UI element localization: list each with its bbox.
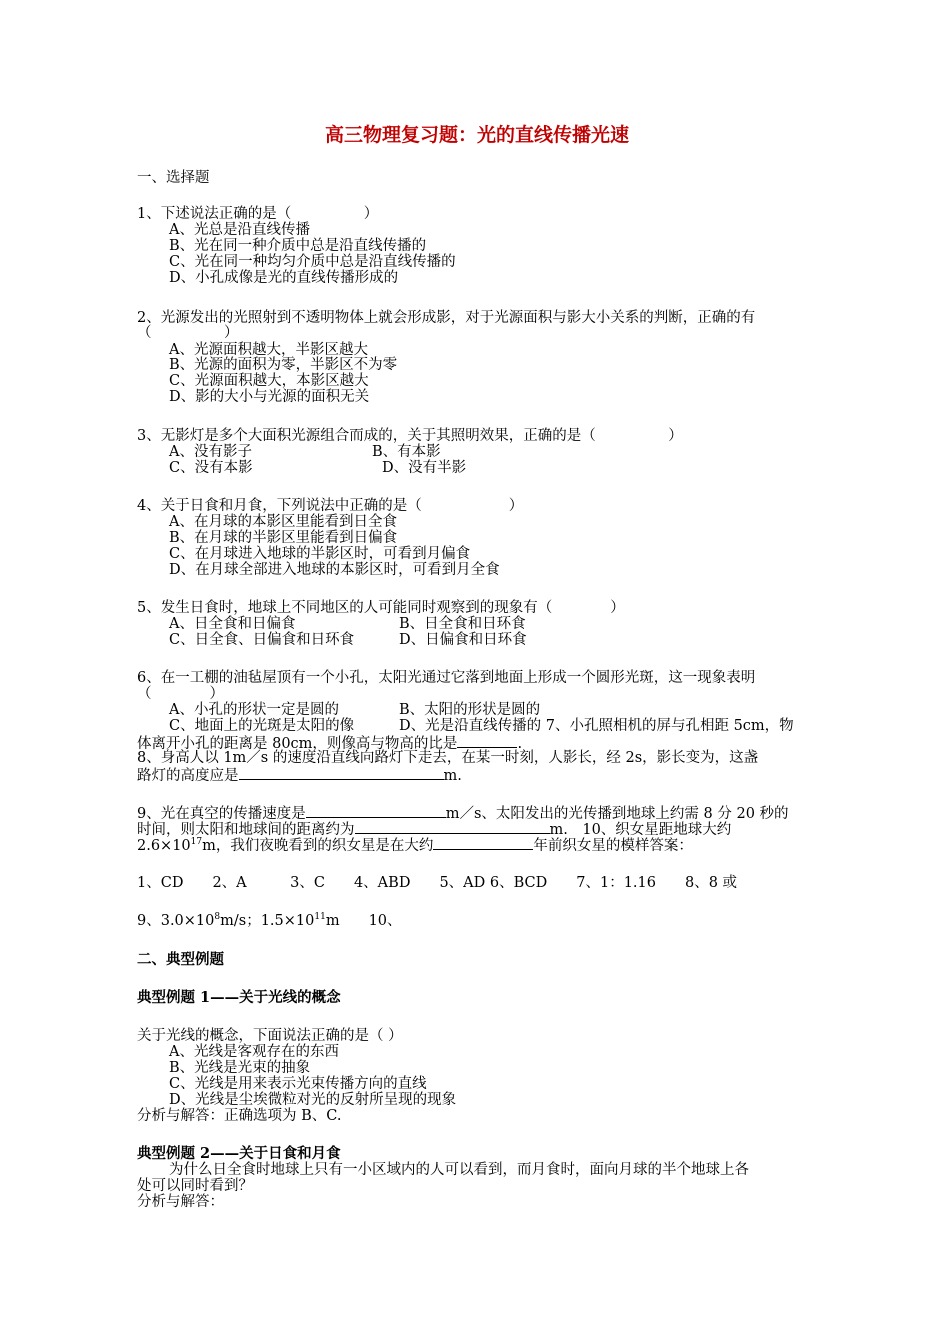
question-7-text-body: 体离开小孔的距离是 80cm，则像高与物高的比是 [137,736,458,752]
question-10-line [137,836,693,854]
answer-blank [355,820,550,834]
answers-line-2-a: 9、3.0×10 [137,913,215,929]
question-3-stem: 3、无影灯是多个大面积光源组合而成的，关于其照明效果，正确的是（ ） [137,428,683,444]
example-1-option-c: C、光线是用来表示光束传播方向的直线 [169,1076,427,1092]
question-3-option-a: A、没有影子 [169,444,252,460]
question-10-line-a: 2.6×10 [137,838,191,854]
answers-line-1: 1、CD 2、A 3、C 4、ABD 5、AD 6、BCD 7、1：1.16 8、8 或 [137,875,738,891]
question-10-line-b: m，我们夜晚看到的织女星是在大约 [202,838,434,854]
example-1-option-d: D、光线是尘埃微粒对光的反射所呈现的现象 [169,1092,457,1108]
example-2-answer: 分析与解答： [137,1194,224,1210]
exponent: 11 [314,912,326,923]
example-1-option-b: B、光线是光束的抽象 [169,1060,311,1076]
question-6-option-b: B、太阳的形状是圆的 [399,702,541,718]
question-5-option-c: C、日全食、日偏食和日环食 [169,632,355,648]
question-2-option-c: C、光源面积越大，本影区越大 [169,373,369,389]
answer-blank [433,836,533,850]
question-1-stem: 1、下述说法正确的是（ ） [137,206,379,222]
question-8-line-2-end: m. [443,768,462,784]
section-heading-examples: 二、典型例题 [137,951,224,968]
question-2-option-d: D、影的大小与光源的面积无关 [169,389,370,405]
question-1-option-d: D、小孔成像是光的直线传播形成的 [169,270,399,286]
question-1-option-c: C、光在同一种均匀介质中总是沿直线传播的 [169,254,456,270]
example-2-line-2: 处可以同时看到？ [137,1178,253,1194]
example-2-heading: 典型例题 2——关于日食和月食 [137,1145,341,1162]
question-6-stem: 6、在一工棚的油毡屋顶有一个小孔，太阳光通过它落到地面上形成一个圆形光斑，这一现象表明 [137,670,756,686]
question-8-line-2-body: 路灯的高度应是 [137,768,239,784]
section-heading-choice: 一、选择题 [137,170,210,186]
example-1-stem: 关于光线的概念，下面说法正确的是（ ） [137,1028,403,1044]
question-7-text-end: . [517,736,523,752]
example-1-answer: 分析与解答：正确选项为 B、C. [137,1108,342,1124]
question-10-line-c: 年前织女星的模样答案： [533,838,693,854]
question-4-option-b: B、在月球的半影区里能看到日偏食 [169,530,398,546]
question-9-line-2-b: m. 10、织女星距地球大约 [549,822,732,838]
question-3-option-c: C、没有本影 [169,460,253,476]
question-6-stem-cont: （ ） [137,686,224,702]
question-9-line-1-b: m／s、太阳发出的光传播到地球上约需 8 分 20 秒的 [445,806,789,822]
answers-line-2 [137,913,402,929]
question-9-line-2-a: 时间，则太阳和地球间的距离约为 [137,822,355,838]
question-3-option-b: B、有本影 [372,444,441,460]
question-4-option-a: A、在月球的本影区里能看到日全食 [169,514,397,530]
example-2-line-1: 为什么日全食时地球上只有一小区域内的人可以看到，而月食时，面向月球的半个地球上各 [169,1162,749,1178]
answer-blank [239,766,444,780]
question-2-stem-cont: （ ） [137,325,239,341]
question-1-option-a: A、光总是沿直线传播 [169,222,310,238]
question-3-option-d: D、没有半影 [382,460,467,476]
question-4-option-c: C、在月球进入地球的半影区时，可看到月偏食 [169,546,471,562]
question-1-option-b: B、光在同一种介质中总是沿直线传播的 [169,238,427,254]
example-1-heading: 典型例题 1——关于光线的概念 [137,989,341,1006]
question-6-option-a: A、小孔的形状一定是圆的 [169,702,339,718]
question-2-option-b: B、光源的面积为零，半影区不为零 [169,357,398,373]
question-8-line-2 [137,766,462,784]
question-4-option-d: D、在月球全部进入地球的本影区时，可看到月全食 [169,562,500,578]
answer-blank [457,734,517,748]
question-2-stem: 2、光源发出的光照射到不透明物体上就会形成影，对于光源面积与影大小关系的判断，正确的有 [137,310,756,326]
question-9-line-1-a: 9、光在真空的传播速度是 [137,806,306,822]
question-5-option-b: B、日全食和日环食 [399,616,526,632]
question-5-option-d: D、日偏食和日环食 [399,632,527,648]
answer-blank [306,804,446,818]
exponent: 17 [190,837,203,848]
question-5-stem: 5、发生日食时，地球上不同地区的人可能同时观察到的现象有（ ） [137,600,625,616]
answers-line-2-b: m/s；1.5×10 [220,913,315,929]
question-6-option-c: C、地面上的光斑是太阳的像 [169,718,355,734]
answers-line-2-c: m 10、 [325,913,402,929]
question-4-stem: 4、关于日食和月食，下列说法中正确的是（ ） [137,498,524,514]
page-title: 高三物理复习题：光的直线传播光速 [324,124,629,146]
question-6-option-d: D、光是沿直线传播的 7、小孔照相机的屏与孔相距 5cm，物 [399,718,794,734]
question-8-line-1: 8、身高人以 1m／s 的速度沿直线向路灯下走去，在某一时刻，人影长，经 2s，影长变为，这盏 [137,750,759,766]
example-1-option-a: A、光线是客观存在的东西 [169,1044,339,1060]
question-5-option-a: A、日全食和日偏食 [169,616,296,632]
question-2-option-a: A、光源面积越大，半影区越大 [169,342,368,358]
exponent: 8 [214,912,221,923]
